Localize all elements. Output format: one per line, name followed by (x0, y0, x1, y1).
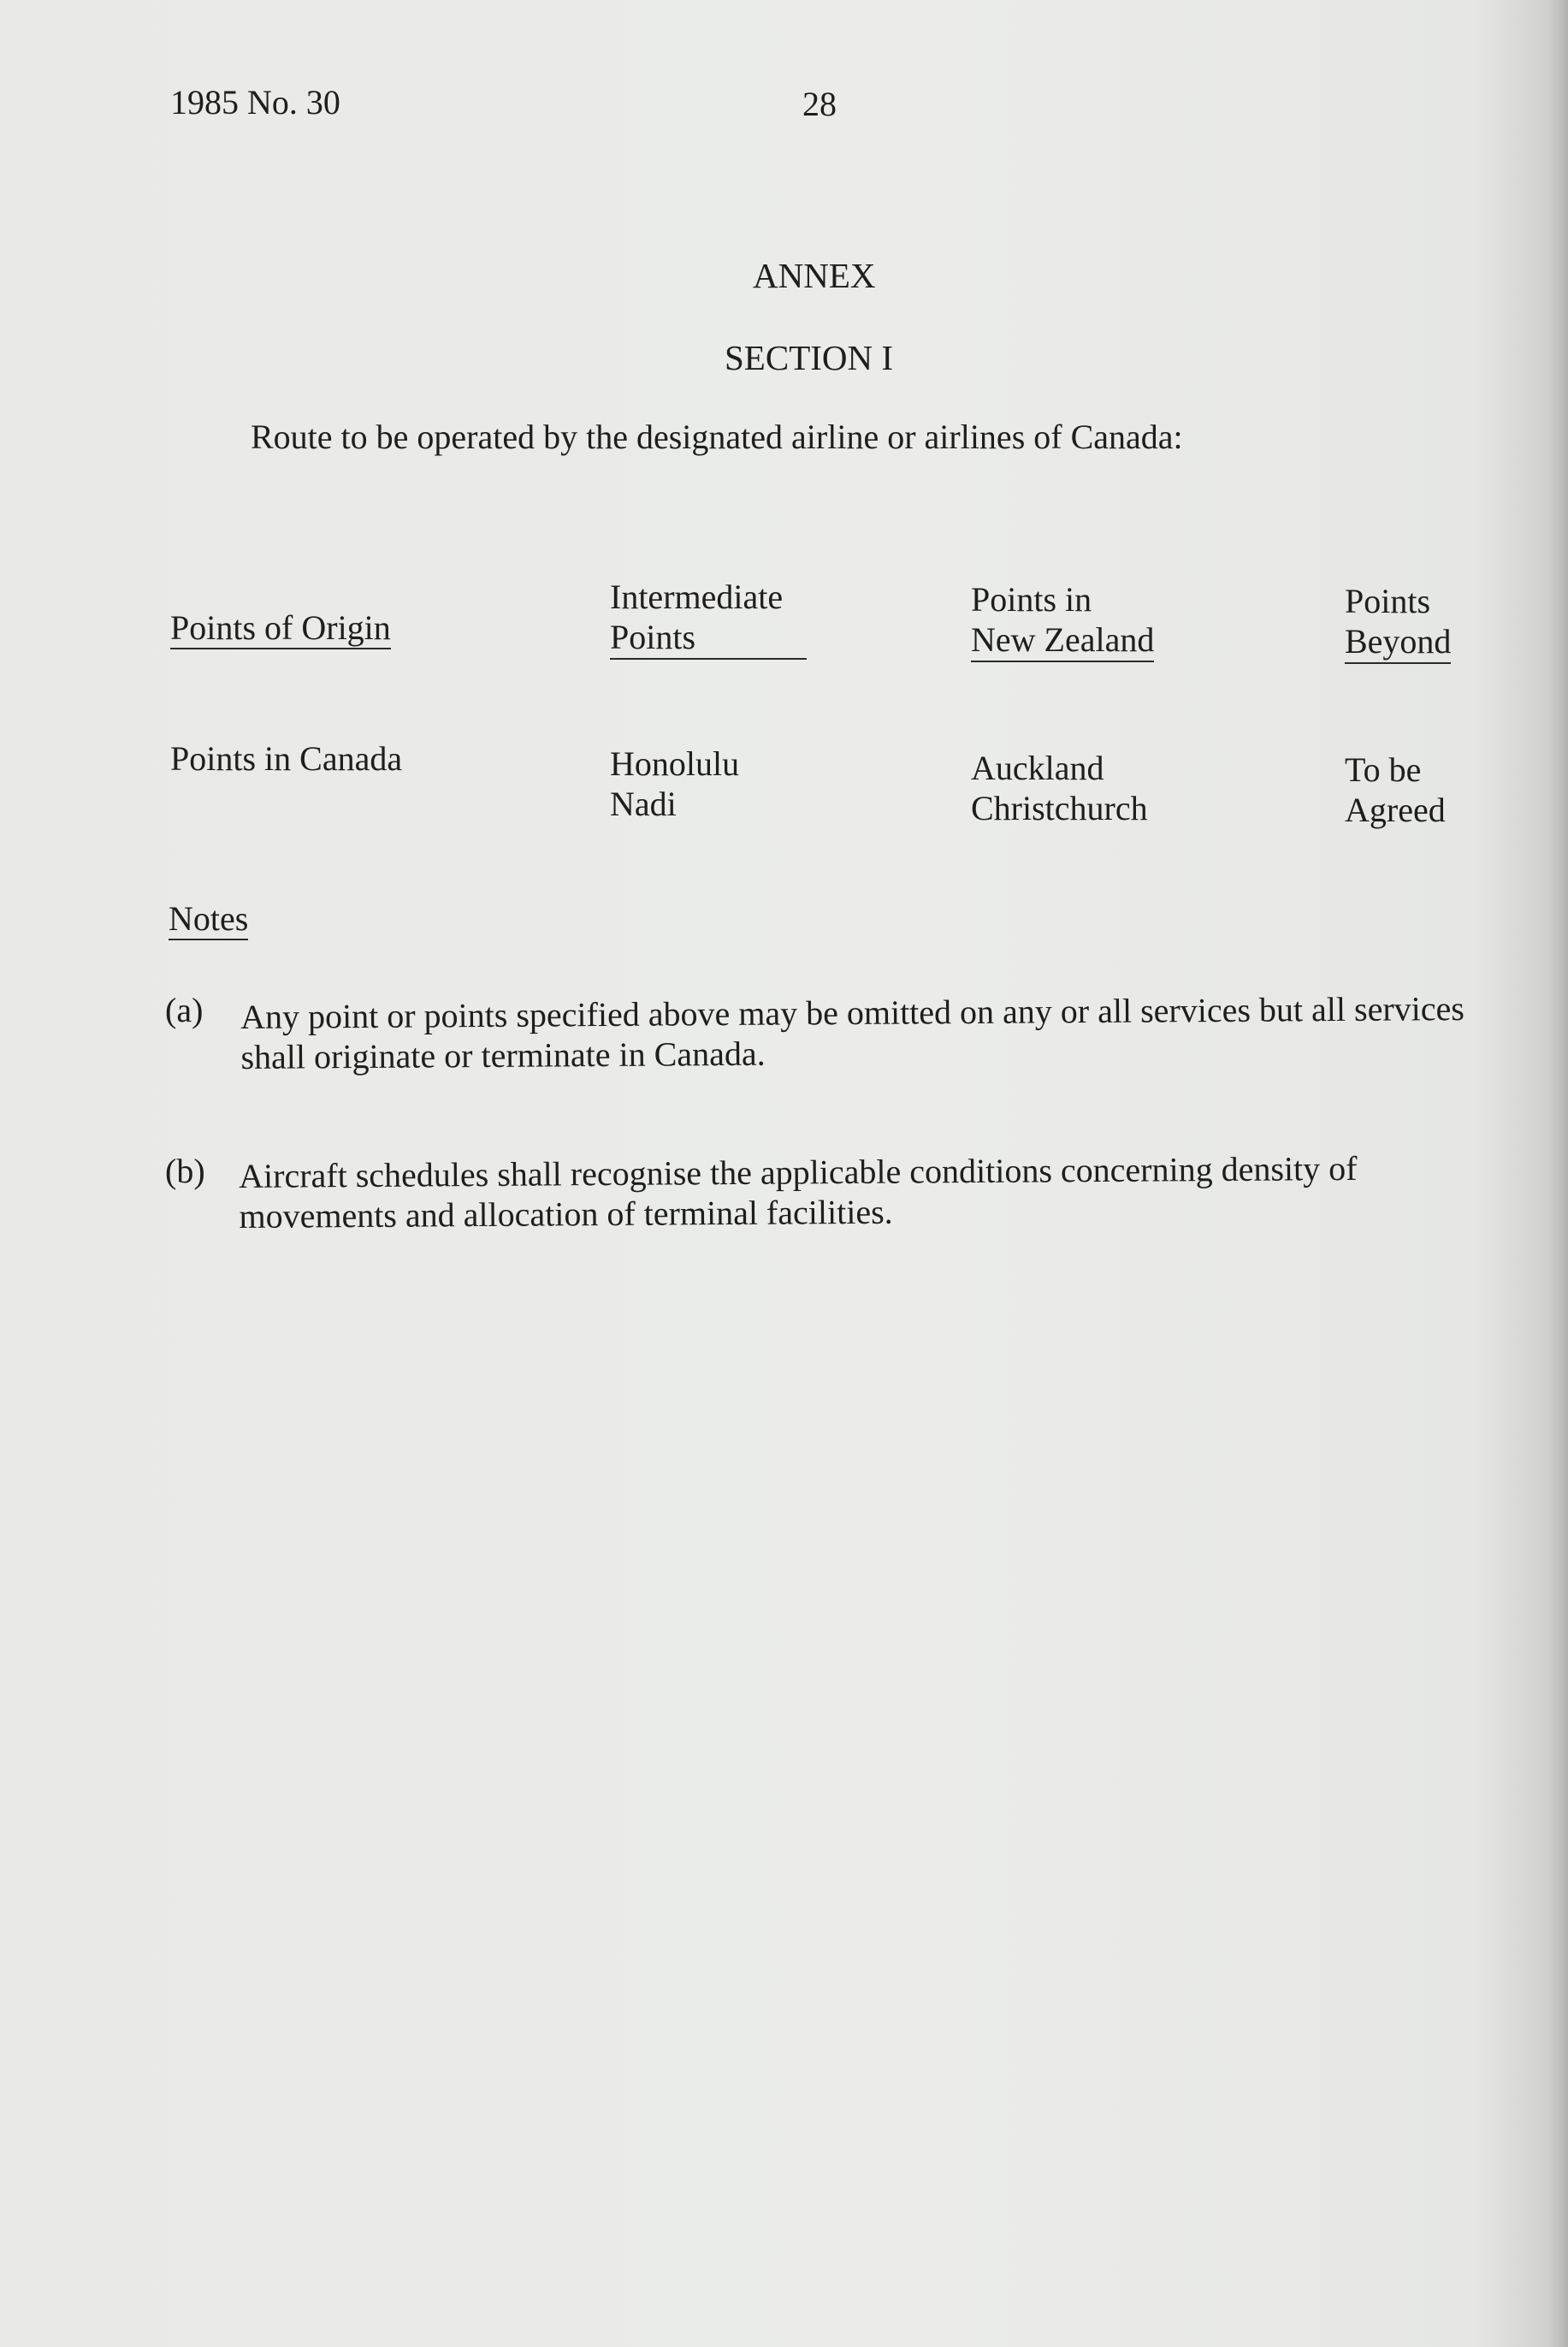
header-points-of-origin-text: Points of Origin (170, 608, 391, 649)
note-a-text: Any point or points specified above may be omitted on any or all services but all services shall originate or terminate in Canada. (240, 989, 1465, 1076)
page-edge-shadow (1547, 0, 1568, 2347)
header-new-zealand-line1: Points in (971, 580, 1092, 619)
route-intro: Route to be operated by the designated airline or airlines of Canada: (251, 418, 1183, 456)
cell-new-zealand (971, 748, 1148, 828)
page-number: 28 (802, 85, 837, 123)
header-points-of-origin (170, 607, 391, 648)
header-beyond-line1: Points (1345, 582, 1431, 620)
cell-beyond (1345, 750, 1446, 830)
cell-nz-christchurch: Christchurch (971, 789, 1148, 827)
note-b-text: Aircraft schedules shall recognise the applicable conditions concerning density of movements and allocation of terminal facilities. (239, 1148, 1358, 1236)
notes-heading (169, 898, 248, 939)
header-intermediate-points (610, 577, 807, 660)
cell-intermediate-nadi: Nadi (610, 785, 677, 823)
cell-beyond-line2: Agreed (1345, 791, 1446, 829)
cell-intermediate-honolulu: Honolulu (610, 744, 740, 783)
header-beyond-line2: Beyond (1345, 621, 1451, 664)
header-new-zealand-line2: New Zealand (971, 619, 1154, 662)
act-reference: 1985 No. 30 (170, 83, 340, 121)
section-heading: SECTION I (725, 338, 894, 377)
note-a-label: (a) (165, 991, 204, 1029)
cell-origin: Points in Canada (170, 739, 403, 778)
header-points-beyond (1345, 581, 1451, 664)
header-points-in-new-zealand (971, 579, 1154, 662)
note-b-label: (b) (165, 1152, 205, 1190)
cell-intermediate (610, 744, 739, 824)
annex-title: ANNEX (753, 256, 876, 295)
notes-heading-text: Notes (169, 899, 248, 940)
cell-beyond-line1: To be (1345, 750, 1422, 789)
header-intermediate-line2: Points (610, 617, 807, 660)
cell-nz-auckland: Auckland (971, 749, 1104, 787)
header-intermediate-line1: Intermediate (610, 578, 784, 616)
